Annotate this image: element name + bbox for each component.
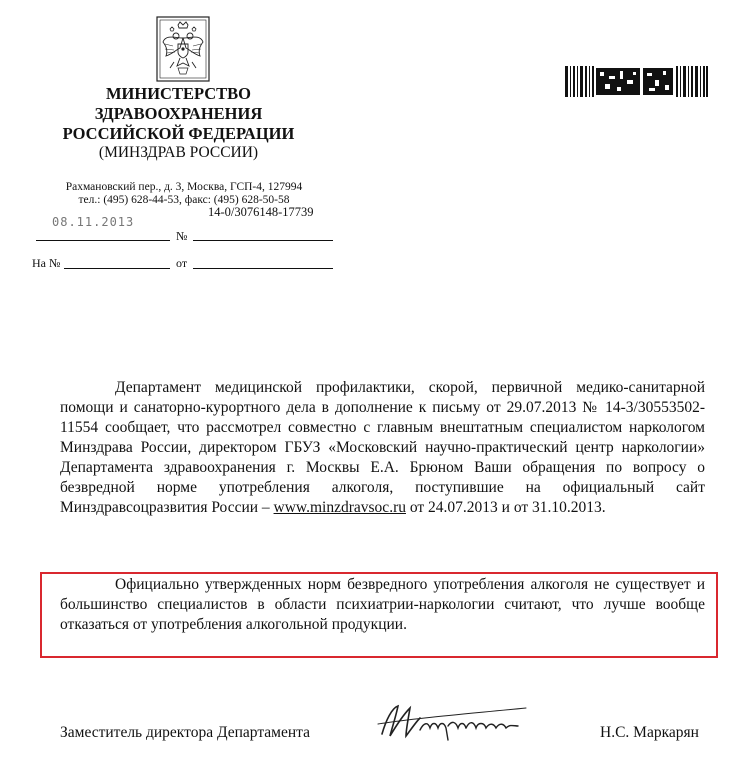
paragraph-1-tail: от 24.07.2013 и от 31.10.2013.: [405, 499, 606, 516]
number-label: №: [176, 229, 188, 243]
coat-of-arms-emblem: [156, 16, 210, 82]
org-name-line3: РОССИЙСКОЙ ФЕДЕРАЦИИ: [62, 124, 295, 143]
body-paragraph-2-highlighted: Официально утвержденных норм безвредного употребления алкоголя не существует и большинство специалистов в области психиатрии-наркологии считают, что лучше вообще отказаться от употребления алкогольной продукции.: [60, 576, 705, 633]
org-phone-fax: тел.: (495) 628-44-53, факс: (495) 628-50-58: [78, 194, 290, 206]
number-line: [193, 240, 333, 241]
org-name-line2: ЗДРАВООХРАНЕНИЯ: [94, 104, 263, 123]
paragraph-1-text: Департамент медицинской профилактики, скорой, первичной медико-санитарной помощи и санаторно-курортного дела в дополнение к письму от 29.07.2013 № 14-3/30553502-11554 сообщает, что рассмотрел совместно с главным внештатным специалистом наркологом Минздрава России, директором ГБУЗ «Московский научно-практический центр наркологии» Департамента здравоохранения г. Москвы Е.А. Брюном Ваши обращения по вопросу о безвредной норме употребления алкоголя, поступившие на официальный сайт Минздравсоцразвития России –: [60, 379, 705, 516]
signatory-position: Заместитель директора Департамента: [60, 724, 310, 741]
date-line: [36, 240, 170, 241]
org-name-line1: МИНИСТЕРСТВО: [105, 84, 252, 103]
date-stamp: 08.11.2013: [52, 215, 135, 229]
handwritten-signature: [376, 700, 536, 744]
body-paragraph-1: [60, 378, 705, 518]
from-line: [193, 268, 333, 269]
barcode: [565, 66, 708, 97]
reply-to-label: На №: [32, 256, 61, 270]
org-address: Рахмановский пер., д. 3, Москва, ГСП-4, 127994: [65, 181, 303, 193]
from-label: от: [176, 256, 188, 270]
minzdravsoc-link[interactable]: www.minzdravsoc.ru: [273, 499, 406, 516]
registration-number: 14-0/3076148-17739: [208, 205, 314, 219]
org-short-name: (МИНЗДРАВ РОССИИ): [98, 144, 259, 161]
signatory-name: Н.С. Маркарян: [600, 724, 699, 741]
reply-to-line: [64, 268, 170, 269]
